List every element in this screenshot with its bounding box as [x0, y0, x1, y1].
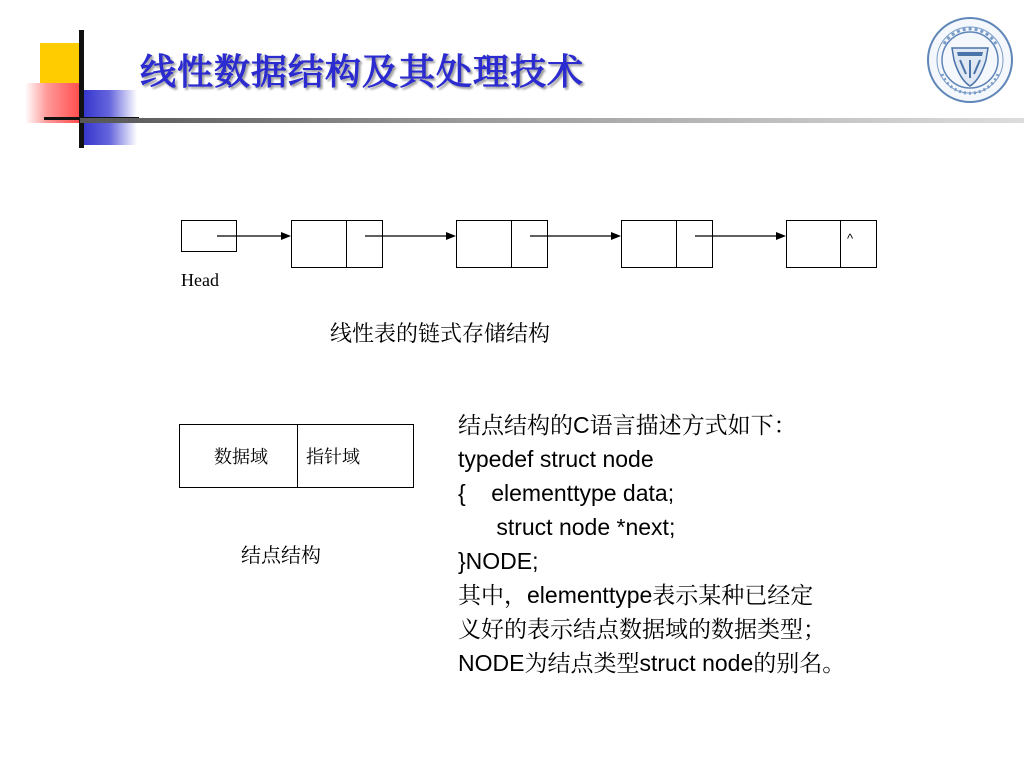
node-structure-caption: 结点结构 [241, 543, 321, 567]
list-node [622, 221, 713, 268]
list-node [292, 221, 383, 268]
list-node-tail [787, 221, 877, 268]
head-label: Head [181, 270, 219, 290]
code-description [458, 408, 845, 680]
code-line: typedef struct node [458, 446, 654, 472]
node-structure-box [179, 424, 414, 488]
node-field-divider [297, 425, 298, 487]
description-line: 其中，elementtype表示某种已经定 [458, 582, 814, 608]
description-line: NODE为结点类型struct node的别名。 [458, 650, 846, 676]
code-line: }NODE; [458, 548, 539, 574]
code-line: { elementtype data; [458, 480, 675, 506]
data-field-label: 数据域 [214, 447, 268, 468]
pointer-field-label: 指针域 [306, 447, 360, 468]
list-node [457, 221, 548, 268]
null-marker: ^ [847, 231, 854, 246]
slide-title: 线性数据结构及其处理技术 [140, 52, 585, 93]
code-line: struct node *next; [458, 514, 676, 540]
linked-list-caption: 线性表的链式存储结构 [330, 322, 551, 347]
description-line: 结点结构的C语言描述方式如下： [458, 412, 797, 438]
description-line: 义好的表示结点数据域的数据类型； [458, 616, 826, 642]
